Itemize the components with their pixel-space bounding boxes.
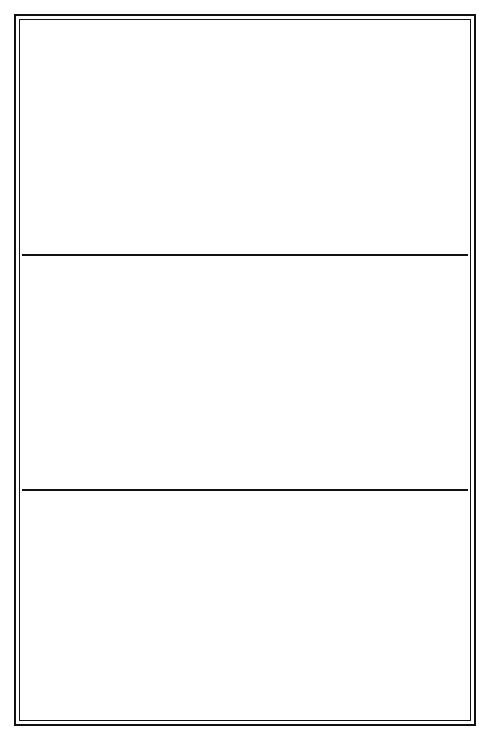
text-column bbox=[72, 26, 94, 250]
text-column bbox=[257, 496, 279, 718]
text-column bbox=[49, 261, 71, 485]
bottom-panel bbox=[22, 492, 468, 722]
text-column bbox=[165, 496, 187, 718]
text-column bbox=[211, 261, 233, 485]
text-column bbox=[303, 496, 325, 718]
text-column bbox=[72, 496, 94, 718]
text-column bbox=[419, 26, 441, 250]
text-column bbox=[442, 261, 464, 485]
text-column bbox=[234, 26, 256, 250]
text-column bbox=[373, 26, 395, 250]
text-column bbox=[419, 261, 441, 485]
text-column bbox=[26, 26, 48, 250]
text-column bbox=[303, 261, 325, 485]
text-column bbox=[257, 26, 279, 250]
middle-panel bbox=[22, 257, 468, 489]
panel-divider bbox=[22, 254, 468, 256]
text-column bbox=[165, 261, 187, 485]
text-column bbox=[142, 496, 164, 718]
text-column bbox=[350, 26, 372, 250]
text-column bbox=[350, 496, 372, 718]
text-column bbox=[326, 26, 348, 250]
text-column bbox=[118, 261, 140, 485]
text-column bbox=[72, 261, 94, 485]
text-column bbox=[188, 26, 210, 250]
text-column bbox=[211, 26, 233, 250]
text-column bbox=[303, 26, 325, 250]
text-column bbox=[396, 26, 418, 250]
text-column bbox=[49, 26, 71, 250]
text-column bbox=[188, 261, 210, 485]
text-column bbox=[373, 496, 395, 718]
middle-columns bbox=[26, 261, 464, 485]
text-column bbox=[26, 261, 48, 485]
text-column bbox=[280, 496, 302, 718]
text-column bbox=[118, 26, 140, 250]
text-column bbox=[234, 261, 256, 485]
top-columns bbox=[26, 26, 464, 250]
text-column bbox=[350, 261, 372, 485]
text-column bbox=[118, 496, 140, 718]
text-column bbox=[396, 261, 418, 485]
text-column bbox=[257, 261, 279, 485]
text-column bbox=[95, 496, 117, 718]
text-column bbox=[95, 26, 117, 250]
text-column bbox=[396, 496, 418, 718]
text-column bbox=[280, 261, 302, 485]
text-column bbox=[165, 26, 187, 250]
bottom-columns bbox=[26, 496, 464, 718]
text-column bbox=[326, 496, 348, 718]
text-column bbox=[442, 26, 464, 250]
scripture-page bbox=[14, 14, 476, 726]
text-column bbox=[26, 496, 48, 718]
text-column bbox=[373, 261, 395, 485]
top-panel bbox=[22, 22, 468, 254]
text-column bbox=[142, 26, 164, 250]
text-column bbox=[234, 496, 256, 718]
text-column bbox=[49, 496, 71, 718]
text-column bbox=[280, 26, 302, 250]
text-column bbox=[326, 261, 348, 485]
text-column bbox=[188, 496, 210, 718]
text-column bbox=[419, 496, 441, 718]
text-column bbox=[211, 496, 233, 718]
text-column bbox=[442, 496, 464, 718]
text-column bbox=[142, 261, 164, 485]
panel-divider bbox=[22, 489, 468, 491]
text-column bbox=[95, 261, 117, 485]
